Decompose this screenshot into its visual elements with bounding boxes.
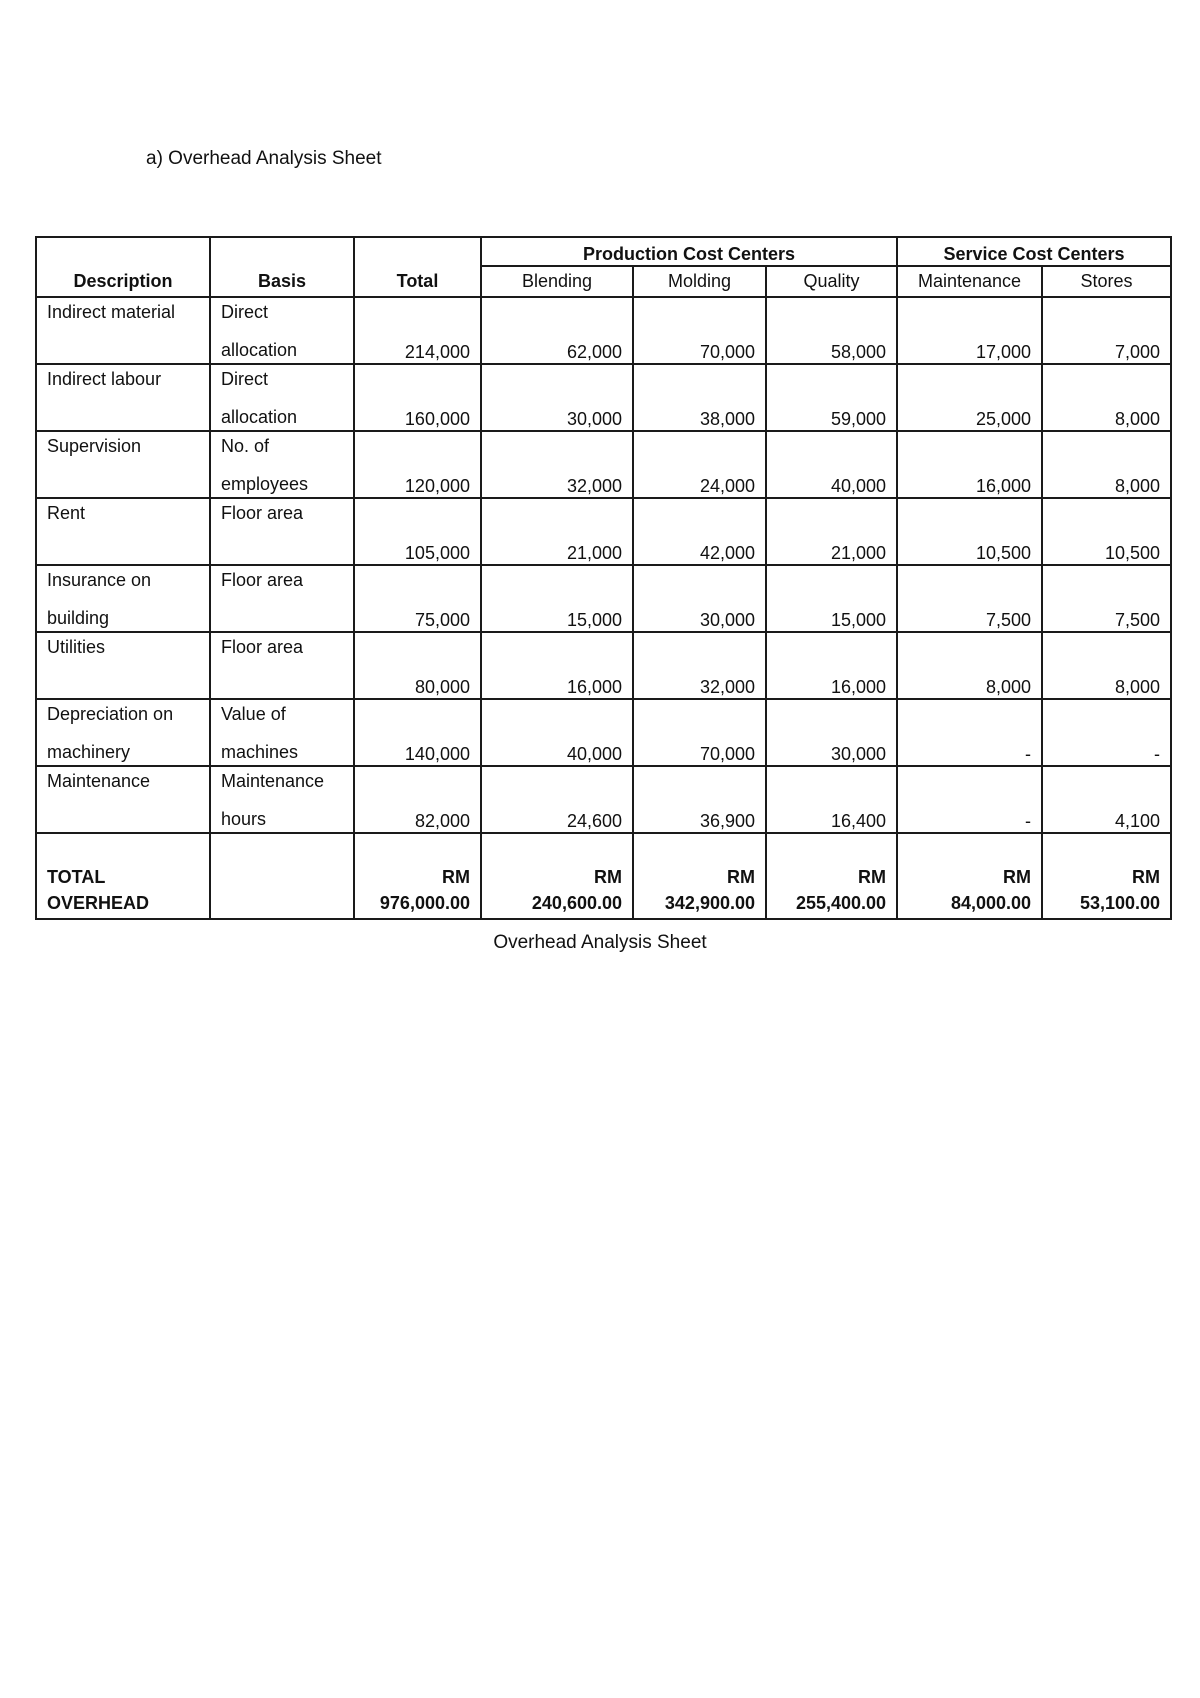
total-cell: 75,000 (354, 565, 481, 632)
blending-cell: 24,600 (481, 766, 633, 833)
stores-cell: - (1042, 699, 1171, 766)
table-row (36, 766, 1171, 833)
basis-cell: Direct allocation (210, 297, 354, 364)
description-cell: Rent (36, 498, 210, 565)
maintenance-cell: 16,000 (897, 431, 1042, 498)
header-description: Description (36, 237, 210, 297)
description-cell: Indirect labour (36, 364, 210, 431)
molding-cell: 24,000 (633, 431, 766, 498)
total-overhead-basis (210, 833, 354, 919)
total-overhead-label: TOTAL OVERHEAD (36, 833, 210, 919)
blending-cell: 32,000 (481, 431, 633, 498)
maintenance-cell: 10,500 (897, 498, 1042, 565)
table-caption: Overhead Analysis Sheet (493, 932, 707, 953)
quality-cell: 59,000 (766, 364, 897, 431)
description-cell: Depreciation on machinery (36, 699, 210, 766)
total-overhead-blending: RM 240,600.00 (481, 833, 633, 919)
total-cell: 80,000 (354, 632, 481, 699)
total-cell: 214,000 (354, 297, 481, 364)
total-cell: 140,000 (354, 699, 481, 766)
stores-cell: 7,000 (1042, 297, 1171, 364)
quality-cell: 16,400 (766, 766, 897, 833)
header-maintenance: Maintenance (897, 266, 1042, 297)
total-overhead-quality: RM 255,400.00 (766, 833, 897, 919)
quality-cell: 16,000 (766, 632, 897, 699)
header-production-cost-centers: Production Cost Centers (481, 237, 897, 266)
stores-cell: 10,500 (1042, 498, 1171, 565)
blending-cell: 15,000 (481, 565, 633, 632)
total-overhead-total: RM 976,000.00 (354, 833, 481, 919)
molding-cell: 32,000 (633, 632, 766, 699)
basis-cell: Floor area (210, 565, 354, 632)
table-row (36, 364, 1171, 431)
total-overhead-row (36, 833, 1171, 919)
blending-cell: 16,000 (481, 632, 633, 699)
stores-cell: 7,500 (1042, 565, 1171, 632)
maintenance-cell: 8,000 (897, 632, 1042, 699)
quality-cell: 58,000 (766, 297, 897, 364)
header-molding: Molding (633, 266, 766, 297)
overhead-analysis-table (35, 236, 1172, 920)
header-basis: Basis (210, 237, 354, 297)
basis-cell: Value of machines (210, 699, 354, 766)
maintenance-cell: 17,000 (897, 297, 1042, 364)
header-row-groups (36, 237, 1171, 266)
total-cell: 105,000 (354, 498, 481, 565)
description-cell: Indirect material (36, 297, 210, 364)
quality-cell: 40,000 (766, 431, 897, 498)
molding-cell: 36,900 (633, 766, 766, 833)
quality-cell: 30,000 (766, 699, 897, 766)
description-cell: Insurance on building (36, 565, 210, 632)
header-stores: Stores (1042, 266, 1171, 297)
total-overhead-maintenance: RM 84,000.00 (897, 833, 1042, 919)
header-total: Total (354, 237, 481, 297)
header-blending: Blending (481, 266, 633, 297)
header-service-cost-centers: Service Cost Centers (897, 237, 1171, 266)
molding-cell: 30,000 (633, 565, 766, 632)
quality-cell: 15,000 (766, 565, 897, 632)
basis-cell: Direct allocation (210, 364, 354, 431)
basis-cell: Floor area (210, 632, 354, 699)
total-cell: 120,000 (354, 431, 481, 498)
stores-cell: 8,000 (1042, 632, 1171, 699)
maintenance-cell: - (897, 766, 1042, 833)
stores-cell: 8,000 (1042, 364, 1171, 431)
table-row (36, 565, 1171, 632)
table-row (36, 498, 1171, 565)
description-cell: Supervision (36, 431, 210, 498)
molding-cell: 42,000 (633, 498, 766, 565)
table-row (36, 431, 1171, 498)
table-row (36, 699, 1171, 766)
total-overhead-stores: RM 53,100.00 (1042, 833, 1171, 919)
blending-cell: 62,000 (481, 297, 633, 364)
total-cell: 160,000 (354, 364, 481, 431)
table-row (36, 297, 1171, 364)
blending-cell: 21,000 (481, 498, 633, 565)
total-overhead-molding: RM 342,900.00 (633, 833, 766, 919)
page-heading: a) Overhead Analysis Sheet (146, 148, 382, 169)
blending-cell: 40,000 (481, 699, 633, 766)
total-cell: 82,000 (354, 766, 481, 833)
maintenance-cell: 25,000 (897, 364, 1042, 431)
description-cell: Maintenance (36, 766, 210, 833)
basis-cell: No. of employees (210, 431, 354, 498)
molding-cell: 38,000 (633, 364, 766, 431)
basis-cell: Maintenance hours (210, 766, 354, 833)
header-quality: Quality (766, 266, 897, 297)
maintenance-cell: - (897, 699, 1042, 766)
quality-cell: 21,000 (766, 498, 897, 565)
stores-cell: 8,000 (1042, 431, 1171, 498)
blending-cell: 30,000 (481, 364, 633, 431)
molding-cell: 70,000 (633, 297, 766, 364)
maintenance-cell: 7,500 (897, 565, 1042, 632)
basis-cell: Floor area (210, 498, 354, 565)
stores-cell: 4,100 (1042, 766, 1171, 833)
table-row (36, 632, 1171, 699)
description-cell: Utilities (36, 632, 210, 699)
molding-cell: 70,000 (633, 699, 766, 766)
